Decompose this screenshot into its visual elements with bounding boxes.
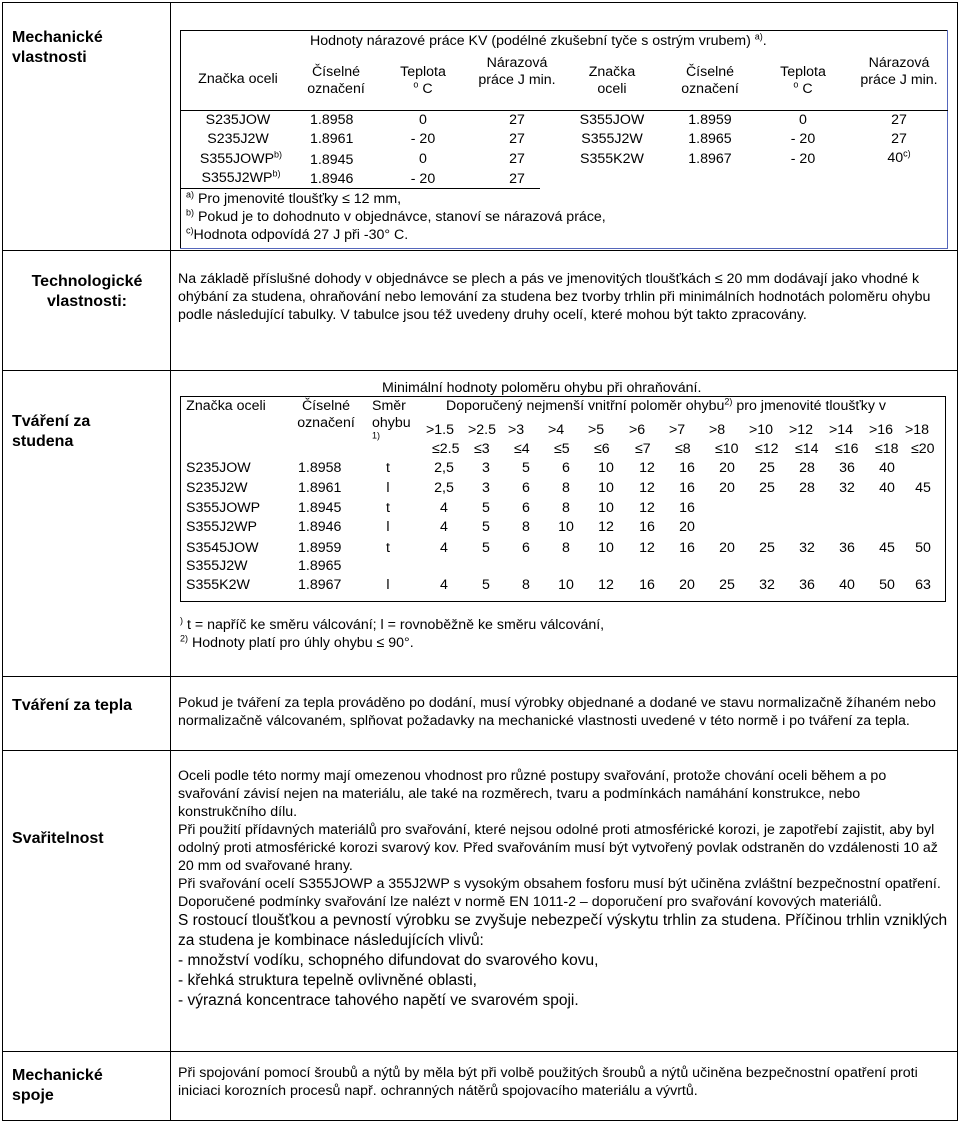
- cell-energy: 27: [891, 131, 907, 147]
- impact-header-mark: Značka oceli: [198, 71, 278, 87]
- range-upper: ≤6: [594, 441, 610, 457]
- range-upper: ≤5: [554, 441, 570, 457]
- bend-cell-direction: t: [386, 460, 390, 476]
- tech-paragraph: Na základě příslušné dohody v objednávce se plech a pás ve jmenovitých tloušťkách ≤ 20 mm dodávají jako vhodné k ohýbání za studena, ohraňování nebo lemování za studena bez tvorby trhlin při minimálních hodnotách poloměru ohybu podle následující tabulky. V tabulce jsou též uvedeny druhy ocelí, které mohou být takto zpracovány.: [178, 271, 931, 323]
- bend-range-header: [468, 421, 496, 459]
- bend-cell-number: 1.8958: [298, 460, 342, 476]
- weld-paragraph: Při svařování ocelí S355JOWP a 355J2WP s vysokým obsahem fosforu musí být učiněna zvláštní bezpečnostní opatření.: [178, 876, 941, 892]
- cell-number: 1.8959: [688, 112, 732, 128]
- range-upper: ≤10: [715, 441, 739, 457]
- cell-temp: 0: [419, 151, 427, 167]
- bend-cell-value: 12: [639, 500, 655, 516]
- bend-header-direction: Směr ohybu $^{1)}$: [372, 398, 411, 441]
- bend-cell-value: 40: [839, 577, 855, 593]
- bend-cell-value: 5: [482, 519, 490, 535]
- table-border: [180, 601, 945, 602]
- bend-cell-value: 25: [759, 540, 775, 556]
- bend-cell-value: 16: [679, 460, 695, 476]
- range-lower: >3: [508, 422, 525, 438]
- bend-cell-value: 16: [639, 577, 655, 593]
- grid-line: [2, 676, 957, 677]
- bend-range-header: [869, 421, 899, 459]
- weld-paragraph: Při použití přídavných materiálů pro svařování, které nejsou odolné proti atmosférické korozi, je zapotřebí zajistit, aby byl odolný proti atmosférické korozi svarový kov. Před svařováním musí být vytvořený povlak odstraněn do vzdálenosti 10 až 20 mm od svařované hrany.: [178, 822, 938, 874]
- bend-cell-value: 10: [598, 540, 614, 556]
- range-lower: >5: [588, 422, 605, 438]
- bend-cell-value: 10: [558, 519, 574, 535]
- cell-number: 1.8958: [310, 112, 354, 128]
- bend-cell-value: 20: [679, 519, 695, 535]
- cell-energy: 40$^{c)}$: [887, 148, 911, 166]
- range-upper: ≤3: [474, 441, 490, 457]
- table-border: [180, 396, 945, 397]
- bend-cell-value: 50: [879, 577, 895, 593]
- range-upper: ≤14: [795, 441, 819, 457]
- bend-header-number: Číselné označení: [297, 398, 355, 431]
- bend-cell-number: 1.8965: [298, 558, 342, 574]
- hot-forming-paragraph: Pokud je tváření za tepla prováděno po dodání, musí výrobky objednané a dodané ve stavu normalizačně žíhaném nebo normalizačně válcovaném, splňovat požadavky na mechanické vlastnosti uvedené v této normě i po tváření za tepla.: [178, 695, 936, 729]
- bend-cell-value: 4: [440, 519, 448, 535]
- bend-cell-direction: t: [386, 500, 390, 516]
- bend-cell-mark: S235J2W: [186, 480, 248, 496]
- bend-cell-mark: S355JOWP: [186, 500, 261, 516]
- bend-cell-value: 12: [639, 540, 655, 556]
- range-lower: >12: [789, 422, 814, 438]
- cell-energy: 27: [509, 171, 525, 187]
- label-weldability: Svařitelnost: [12, 830, 104, 847]
- bend-range-header: [508, 421, 530, 459]
- cell-mark: S235J2W: [207, 131, 269, 147]
- bend-cell-value: 4: [440, 500, 448, 516]
- cell-mark: S355JOWP$^{b)}$: [199, 149, 283, 167]
- bend-cell-value: 8: [562, 500, 570, 516]
- range-lower: >8: [709, 422, 726, 438]
- table-border: [945, 396, 946, 602]
- cell-number: 1.8961: [310, 131, 354, 147]
- table-border: [180, 396, 181, 602]
- impact-header-mark-2: Značka oceli: [588, 64, 636, 97]
- bend-cell-mark: S355J2WP: [186, 519, 257, 535]
- range-lower: >4: [548, 422, 565, 438]
- bend-cell-number: 1.8946: [298, 519, 342, 535]
- range-upper: ≤4: [514, 441, 530, 457]
- cell-number: 1.8945: [310, 152, 354, 168]
- weld-factor: - výrazná koncentrace tahového napětí ve svarovém spoji.: [178, 992, 579, 1009]
- range-upper: ≤12: [755, 441, 779, 457]
- range-upper: ≤7: [635, 441, 651, 457]
- bend-cell-value: 32: [759, 577, 775, 593]
- bend-cell-value: 2,5: [434, 460, 454, 476]
- impact-header-temp-2: Teplota $^o$ C: [780, 64, 826, 97]
- bend-range-header: [588, 421, 610, 459]
- bend-cell-value: 5: [482, 577, 490, 593]
- bend-cell-value: 12: [598, 519, 614, 535]
- bend-cell-direction: l: [386, 519, 390, 535]
- bend-range-header: [749, 421, 779, 459]
- range-lower: >6: [629, 422, 646, 438]
- bend-range-header: [426, 421, 460, 459]
- cell-energy: 27: [891, 112, 907, 128]
- bend-cell-value: 5: [522, 460, 530, 476]
- bend-cell-value: 40: [879, 460, 895, 476]
- weld-warning: S rostoucí tloušťkou a pevností výrobku se zvyšuje nebezpečí výskytu trhlin za studena. Příčinou trhlin vzniklých za studena je kombinace následujících vlivů:: [178, 912, 948, 949]
- grid-line: [2, 1051, 957, 1052]
- weldability-text: [178, 767, 950, 1011]
- bend-cell-value: 12: [639, 480, 655, 496]
- bend-footnote: ) t = napříč ke směru válcování; l = rovnoběžně ke směru válcování,: [180, 615, 605, 633]
- grid-line: [2, 250, 957, 251]
- range-lower: >7: [669, 422, 686, 438]
- bend-range-header: [669, 421, 691, 459]
- bend-cell-value: 8: [522, 577, 530, 593]
- range-upper: ≤18: [875, 441, 899, 457]
- impact-header-number-2: Číselné označení: [681, 64, 739, 97]
- grid-line: [2, 2, 3, 1121]
- bend-cell-value: 25: [759, 460, 775, 476]
- cell-number: 1.8946: [310, 171, 354, 187]
- bend-cell-value: 36: [839, 540, 855, 556]
- bend-cell-value: 4: [440, 540, 448, 556]
- cell-temp: - 20: [790, 151, 816, 167]
- bend-cell-value: 25: [759, 480, 775, 496]
- cell-temp: - 20: [790, 131, 816, 147]
- bend-cell-value: 3: [482, 480, 490, 496]
- table-rule: [180, 110, 948, 111]
- bend-cell-value: 10: [558, 577, 574, 593]
- cell-temp: 0: [799, 112, 807, 128]
- cell-temp: - 20: [410, 171, 436, 187]
- bend-cell-value: 16: [639, 519, 655, 535]
- bend-range-header: [905, 421, 935, 459]
- grid-line: [2, 1120, 957, 1121]
- range-lower: >1.5: [426, 422, 455, 438]
- bend-cell-value: 5: [482, 540, 490, 556]
- bend-cell-mark: S355K2W: [186, 577, 250, 593]
- bend-cell-value: 20: [719, 480, 735, 496]
- bend-cell-value: 63: [915, 577, 931, 593]
- cell-mark: S355K2W: [580, 151, 644, 167]
- range-upper: ≤16: [835, 441, 859, 457]
- grid-line: [2, 750, 957, 751]
- bend-cell-value: 16: [679, 500, 695, 516]
- bend-title: Minimální hodnoty poloměru ohybu při ohraňování.: [382, 380, 702, 396]
- bend-cell-number: 1.8967: [298, 577, 342, 593]
- impact-header-number: Číselné označení: [307, 64, 365, 97]
- impact-note: $^{c)}$Hodnota odpovídá 27 J při -30° C.: [186, 225, 409, 243]
- bend-cell-value: 12: [639, 460, 655, 476]
- bend-cell-value: 45: [915, 480, 931, 496]
- table-border: [180, 248, 948, 249]
- cell-energy: 27: [509, 131, 525, 147]
- impact-header-temp: Teplota $^o$ C: [400, 64, 446, 97]
- bend-cell-value: 12: [598, 577, 614, 593]
- bend-cell-number: 1.8959: [298, 540, 342, 556]
- grid-line: [170, 2, 171, 1121]
- range-lower: >16: [869, 422, 894, 438]
- bend-cell-value: 5: [482, 500, 490, 516]
- bend-cell-direction: l: [386, 577, 390, 593]
- bend-cell-value: 20: [719, 460, 735, 476]
- bend-cell-value: 50: [915, 540, 931, 556]
- label-mechanical-properties: Mechanické vlastnosti: [12, 29, 103, 66]
- bend-cell-mark: S355J2W: [186, 558, 248, 574]
- bend-footnote: $^{2)}$ Hodnoty platí pro úhly ohybu ≤ 90°.: [180, 633, 414, 651]
- label-hot-forming: Tváření za tepla: [12, 697, 133, 714]
- bend-cell-value: 8: [562, 480, 570, 496]
- bend-cell-value: 10: [598, 480, 614, 496]
- bend-cell-value: 32: [799, 540, 815, 556]
- bend-cell-value: 6: [522, 480, 530, 496]
- cell-energy: 27: [509, 112, 525, 128]
- bend-cell-value: 2,5: [434, 480, 454, 496]
- bend-cell-number: 1.8961: [298, 480, 342, 496]
- bend-cell-value: 28: [799, 460, 815, 476]
- bend-cell-mark: S3545JOW: [186, 540, 259, 556]
- bend-header-mark: Značka oceli: [186, 398, 266, 414]
- bend-cell-value: 45: [879, 540, 895, 556]
- label-technological-properties: Technologické vlastnosti:: [31, 273, 143, 310]
- bend-cell-value: 4: [440, 577, 448, 593]
- table-border: [180, 30, 948, 31]
- impact-note: $^{b)}$ Pokud je to dohodnuto v objednávce, stanoví se nárazová práce,: [186, 207, 606, 225]
- bend-range-header: [789, 421, 819, 459]
- joints-paragraph: Při spojování pomocí šroubů a nýtů by měla být při volbě použitých šroubů a nýtů učiněna bezpečnostní opatření proti iniciaci korozních procesů např. ochranných nátěrů spojovacího materiálu a vývrtů.: [178, 1065, 918, 1099]
- impact-note: $^{a)}$ Pro jmenovité tloušťky ≤ 12 mm,: [186, 189, 402, 207]
- bend-cell-value: 20: [679, 577, 695, 593]
- bend-cell-value: 6: [522, 500, 530, 516]
- weld-paragraph: Doporučené podmínky svařování lze nalézt v normě EN 1011-2 – doporučení pro svařování kovových materiálů.: [178, 894, 882, 910]
- bend-range-header: [709, 421, 739, 459]
- bend-cell-value: 36: [839, 460, 855, 476]
- bend-cell-direction: l: [386, 480, 390, 496]
- table-border: [180, 30, 181, 248]
- cell-temp: - 20: [410, 131, 436, 147]
- range-upper: ≤8: [675, 441, 691, 457]
- weld-factor: - křehká struktura tepelně ovlivněné oblasti,: [178, 972, 477, 989]
- bend-cell-value: 10: [598, 500, 614, 516]
- cell-number: 1.8965: [688, 131, 732, 147]
- bend-cell-value: 36: [799, 577, 815, 593]
- cell-temp: 0: [419, 112, 427, 128]
- bend-cell-direction: t: [386, 540, 390, 556]
- range-upper: ≤2.5: [432, 441, 460, 457]
- bend-cell-value: 8: [562, 540, 570, 556]
- range-lower: >10: [749, 422, 774, 438]
- bend-header-recommended: Doporučený nejmenší vnitřní poloměr ohybu$^{2)}$ pro jmenovité tloušťky v: [446, 396, 886, 414]
- cell-mark: S235JOW: [205, 112, 271, 128]
- range-upper: ≤20: [911, 441, 935, 457]
- bend-cell-number: 1.8945: [298, 500, 342, 516]
- cell-mark: S355J2W: [581, 131, 643, 147]
- weld-factor: - množství vodíku, schopného difundovat do svarového kovu,: [178, 952, 599, 969]
- range-lower: >18: [905, 422, 930, 438]
- bend-cell-value: 25: [719, 577, 735, 593]
- impact-title: Hodnoty nárazové práce KV (podélné zkušební tyče s ostrým vrubem) $^{a)}$.: [310, 31, 767, 49]
- bend-cell-value: 6: [522, 540, 530, 556]
- impact-header-energy: Nárazová práce J min.: [478, 55, 556, 88]
- range-lower: >14: [829, 422, 854, 438]
- cell-mark: S355JOW: [579, 112, 645, 128]
- bend-cell-value: 8: [522, 519, 530, 535]
- weld-paragraph: Oceli podle této normy mají omezenou vhodnost pro různé postupy svařování, protože chování oceli během a po svařování závisí nejen na materiálu, ale také na rozměrech, tvaru a podmínkách namáhání konstrukce, nebo konstrukčního dílu.: [178, 768, 887, 820]
- bend-cell-value: 3: [482, 460, 490, 476]
- bend-cell-value: 16: [679, 480, 695, 496]
- table-border: [947, 30, 948, 248]
- bend-range-header: [548, 421, 570, 459]
- bend-range-header: [829, 421, 859, 459]
- bend-range-header: [629, 421, 651, 459]
- grid-line: [957, 2, 958, 1121]
- bend-cell-value: 40: [879, 480, 895, 496]
- label-cold-forming: Tváření za studena: [12, 413, 91, 450]
- bend-cell-value: 16: [679, 540, 695, 556]
- impact-header-energy-2: Nárazová práce J min.: [860, 55, 938, 88]
- bend-cell-value: 28: [799, 480, 815, 496]
- bend-cell-value: 6: [562, 460, 570, 476]
- grid-line: [2, 2, 957, 3]
- table-rule: [180, 188, 540, 189]
- bend-cell-mark: S235JOW: [186, 460, 251, 476]
- cell-number: 1.8967: [688, 151, 732, 167]
- range-lower: >2.5: [468, 422, 497, 438]
- bend-cell-value: 20: [719, 540, 735, 556]
- bend-cell-value: 10: [598, 460, 614, 476]
- cell-energy: 27: [509, 151, 525, 167]
- bend-cell-value: 32: [839, 480, 855, 496]
- cell-mark: S355J2WP$^{b)}$: [201, 168, 281, 186]
- label-mechanical-joints: Mechanické spoje: [12, 1067, 103, 1104]
- grid-line: [2, 370, 957, 371]
